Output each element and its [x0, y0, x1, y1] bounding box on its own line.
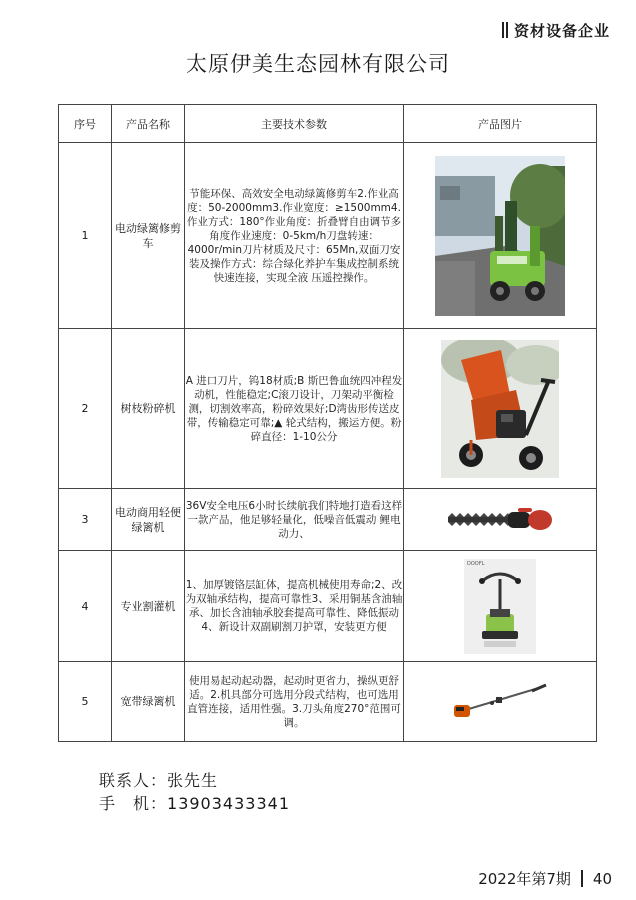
row-number: 5: [59, 662, 112, 742]
product-name: 电动商用轻便绿篱机: [112, 489, 185, 551]
product-params: 36V安全电压6小时长续航我们特地打造看这样一款产品，他足够轻量化，低噪音低震动 鲤电动力、: [185, 489, 404, 551]
issue-label: 2022年第7期: [478, 870, 571, 888]
page-footer: [478, 868, 612, 889]
table-row: [59, 143, 597, 329]
product-name: 树枝粉碎机: [112, 329, 185, 489]
contact-person-name: 张先生: [167, 771, 219, 790]
electric-hedge-trimmer-photo: [448, 504, 552, 536]
section-bars-icon: [502, 22, 508, 38]
product-table: [58, 104, 597, 742]
contact-phone: [99, 791, 290, 814]
table-row: [59, 662, 597, 742]
product-image-cell: [404, 329, 597, 489]
contact-person: [99, 768, 218, 791]
row-number: 1: [59, 143, 112, 329]
hedge-trimmer-vehicle-photo: [435, 156, 565, 316]
footer-separator: [581, 870, 583, 887]
table-row: [59, 489, 597, 551]
col-header-image: 产品图片: [404, 105, 597, 143]
row-number: 2: [59, 329, 112, 489]
product-name: 宽带绿篱机: [112, 662, 185, 742]
section-tag: [502, 20, 610, 41]
long-reach-hedge-trimmer-photo: [452, 683, 548, 721]
product-name: 专业割灌机: [112, 551, 185, 662]
product-params: 使用易起动起动器，起动时更省力，操纵更舒适。2.机具部分可选用分段式结构，也可选用直管连接，适用性强。3.刀头角度270°范围可调。: [185, 662, 404, 742]
page-number: 40: [592, 870, 612, 888]
row-number: 3: [59, 489, 112, 551]
table-row: [59, 329, 597, 489]
col-header-params: 主要技术参数: [185, 105, 404, 143]
product-image-cell: [404, 551, 597, 662]
col-header-name: 产品名称: [112, 105, 185, 143]
table-row: [59, 551, 597, 662]
contact-phone-label: 手 机：: [99, 794, 168, 813]
product-params: A 进口刀片，钨18材质;B 斯巴鲁血统四冲程发动机，性能稳定;C滚刀设计，刀架动平衡检测，切割效率高，粉碎效果好;D湾齿形传送皮带，传输稳定可靠;▲ 轮式结构，搬运方便。粉碎直径：1-10公分: [185, 329, 404, 489]
product-params: 1、加厚镀铬层缸体，提高机械使用寿命;2、改为双轴承结构，提高可靠性3、采用铜基含油轴承、加长含油轴承胶套提高可靠性、降低振动4、新设计双副刷割刀护罩，安装更方便: [185, 551, 404, 662]
product-image-cell: [404, 143, 597, 329]
brush-cutter-brand-label: DOOFL: [467, 560, 485, 567]
product-image-cell: [404, 662, 597, 742]
product-image-cell: [404, 489, 597, 551]
section-tag-text: 资材设备企业: [513, 22, 610, 40]
row-number: 4: [59, 551, 112, 662]
product-params: 节能环保、高效安全电动绿篱修剪车2.作业高度：50-2000mm3.作业宽度：≥1500mm4.作业方式：180°作业角度：折叠臂自由调节多角度作业速度：0-5km/h刀盘转速：4000r/min刀片材质及尺寸：65Mn,双面刀安装及操作方式：综合绿化养护车集成控制系统快速连接，实现全液 压遥控操作。: [185, 143, 404, 329]
brush-cutter-photo: [464, 559, 536, 654]
branch-shredder-photo: [441, 340, 559, 478]
product-name: 电动绿篱修剪车: [112, 143, 185, 329]
table-header-row: [59, 105, 597, 143]
contact-person-label: 联系人：: [99, 771, 168, 790]
col-header-number: 序号: [59, 105, 112, 143]
contact-phone-number: 13903433341: [167, 794, 290, 813]
company-title: 太原伊美生态园林有限公司: [186, 52, 450, 76]
